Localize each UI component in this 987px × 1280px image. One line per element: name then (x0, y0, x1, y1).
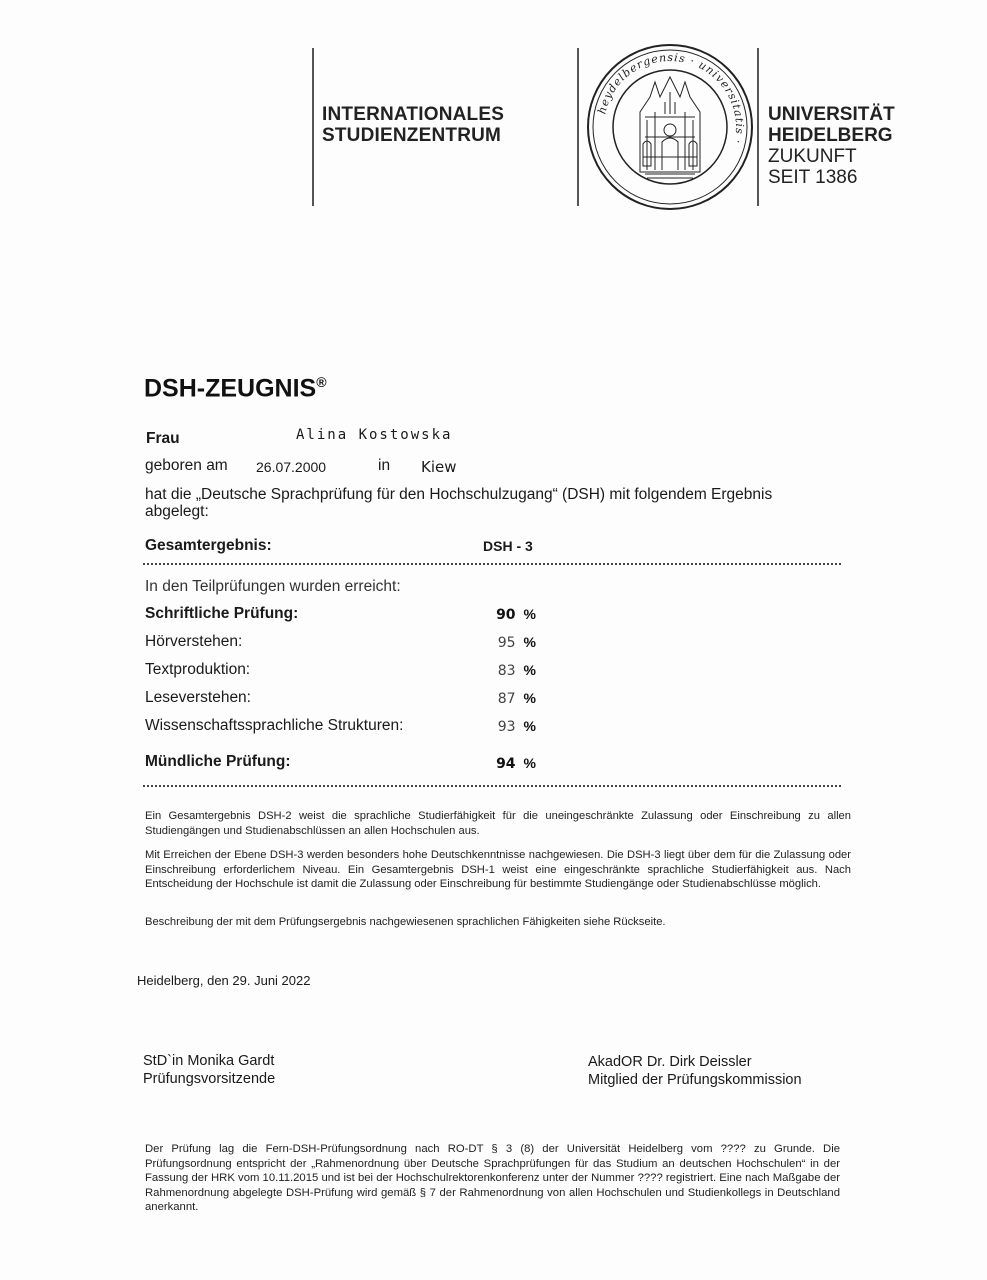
university-name (768, 104, 895, 188)
subtest-score (466, 662, 536, 680)
registered-mark: ® (316, 374, 327, 390)
institute-line-1: INTERNATIONALES (322, 104, 505, 125)
subtest-score (466, 634, 536, 652)
oral-exam-score (466, 755, 536, 773)
note-paragraph-1: Ein Gesamtergebnis DSH-2 weist die sprachliche Studierfähigkeit für die uneingeschränkte Zulassung oder Einschreibung zu allen Studiengängen und Studienabschlüssen an allen Hochschulen aus. (145, 810, 851, 837)
salutation: Frau (146, 430, 180, 447)
subtest-value: 83 (497, 663, 516, 679)
statement-line-2: abgelegt: (145, 503, 209, 520)
university-line-1: UNIVERSITÄT (768, 104, 895, 125)
header-divider-left (312, 48, 314, 206)
subtest-value: 87 (497, 691, 516, 707)
signer-right-name: AkadOR Dr. Dirk Deissler (588, 1054, 752, 1070)
signer-right-role: Mitglied der Prüfungskommission (588, 1072, 802, 1088)
statement (145, 486, 772, 520)
written-exam-value: 90 (496, 607, 516, 623)
dotted-separator-top (143, 563, 841, 565)
percent-sign: % (523, 606, 536, 622)
oral-exam-label: Mündliche Prüfung: (145, 753, 291, 770)
note-paragraph-3: Beschreibung der mit dem Prüfungsergebnis nachgewiesenen sprachlichen Fähigkeiten siehe Rückseite. (145, 916, 666, 928)
subtest-label: Leseverstehen: (145, 689, 251, 706)
place-date: Heidelberg, den 29. Juni 2022 (137, 973, 311, 988)
overall-value: DSH - 3 (483, 538, 533, 554)
birth-date: 26.07.2000 (256, 459, 327, 475)
birth-place: Kiew (421, 458, 457, 476)
certificate-title (144, 374, 327, 403)
percent-sign: % (523, 690, 536, 706)
subtest-value: 93 (497, 719, 516, 735)
oral-exam-value: 94 (496, 756, 516, 772)
born-label: geboren am (145, 457, 228, 474)
subtest-score (466, 690, 536, 708)
written-exam-score (466, 606, 536, 624)
subtest-value: 95 (497, 635, 516, 651)
university-line-2: HEIDELBERG (768, 125, 893, 146)
seal-inscription: heydelbergensis · universitatis · (595, 50, 747, 146)
institute-line-2: STUDIENZENTRUM (322, 125, 502, 146)
header-divider-middle (577, 48, 579, 206)
subtest-label: Hörverstehen: (145, 633, 243, 650)
note-paragraph-2: Mit Erreichen der Ebene DSH-3 werden besonders hohe Deutschkenntnisse nachgewiesen. Die DSH-3 liegt über dem für die Zulassung oder Einschreibung erforderlichem Niveau. Ein Gesamtergebnis DSH-1 weist eine eingeschränkte sprachliche Studierfähigkeit aus. Nach Entscheidung der Hochschule ist damit die Zulassung oder Einschreibung für bestimmte Studiengänge oder Studienabschlüsse möglich. (145, 849, 851, 890)
institute-name (322, 104, 504, 146)
signer-left-name: StD`in Monika Gardt (143, 1053, 275, 1069)
university-line-4: SEIT 1386 (768, 167, 858, 188)
statement-line-1: hat die „Deutsche Sprachprüfung für den Hochschulzugang“ (DSH) mit folgendem Ergebnis (145, 486, 773, 503)
subtest-label: Textproduktion: (145, 661, 251, 678)
subtest-label: Wissenschaftssprachliche Strukturen: (145, 717, 404, 734)
parts-intro: In den Teilprüfungen wurden erreicht: (145, 578, 401, 595)
signer-left-role: Prüfungsvorsitzende (143, 1071, 276, 1087)
percent-sign: % (523, 718, 536, 734)
in-label: in (378, 457, 391, 474)
written-exam-label: Schriftliche Prüfung: (145, 605, 299, 622)
university-line-3: ZUKUNFT (768, 146, 857, 167)
dotted-separator-bottom (143, 785, 841, 787)
university-seal-icon (585, 42, 755, 212)
percent-sign: % (523, 755, 536, 771)
footer-legal-note: Der Prüfung lag die Fern-DSH-Prüfungsordnung nach RO-DT § 3 (8) der Universität Heidelberg vom ???? zu Grunde. Die Prüfungsordnung entspricht der „Rahmenordnung über Deutsche Sprachprüfungen für das Studium an deutschen Hochschulen“ in der Fassung der HRK vom 10.11.2015 und ist bei der Hochschulrektorenkonferenz unter der Nummer ???? registriert. Eine nach Maßgabe der Rahmenordnung abgelegte DSH-Prüfung wird gemäß § 7 der Rahmenordnung von allen Hochschulen und Studienkollegs in Deutschland anerkannt. (145, 1143, 840, 1214)
percent-sign: % (523, 662, 536, 678)
candidate-name: Alina Kostowska (296, 427, 453, 443)
signature-right (588, 1053, 802, 1089)
percent-sign: % (523, 634, 536, 650)
signature-left (143, 1052, 275, 1088)
subtest-score (466, 718, 536, 736)
certificate-title-text: DSH-ZEUGNIS (144, 374, 317, 403)
header-divider-right (757, 48, 759, 206)
overall-label: Gesamtergebnis: (145, 537, 272, 554)
